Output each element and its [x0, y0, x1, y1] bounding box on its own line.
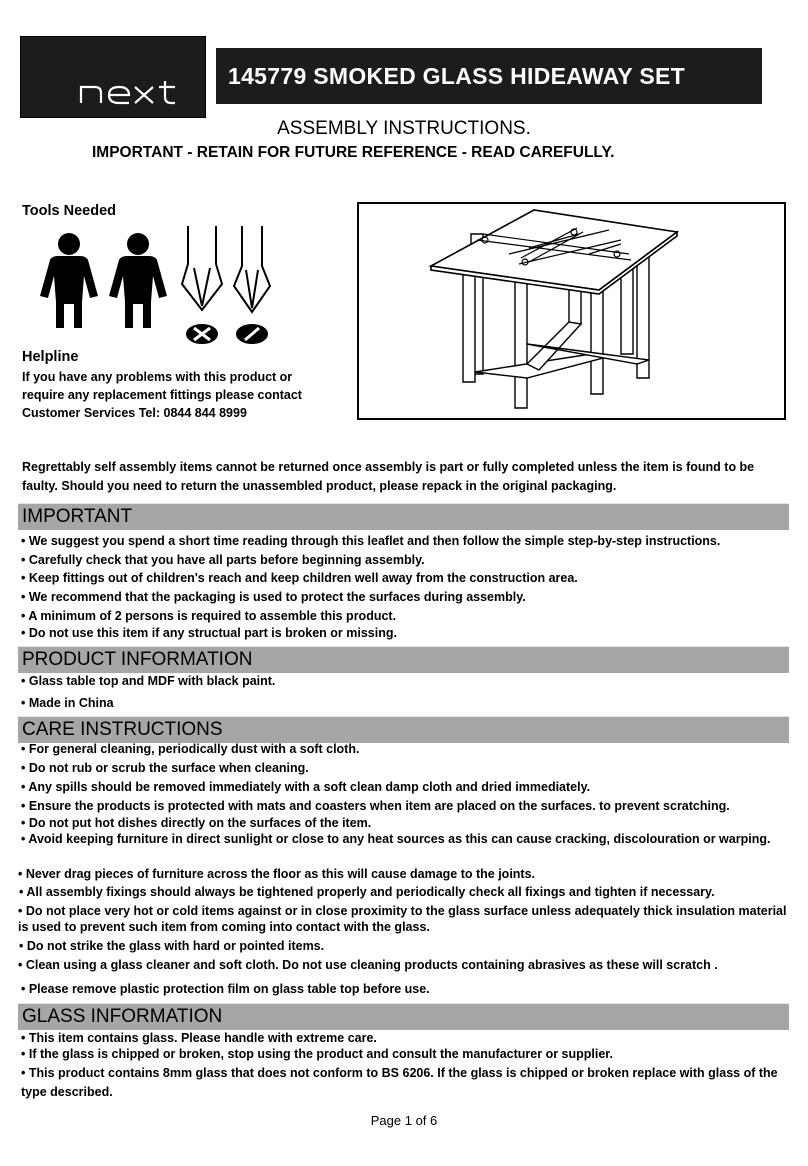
list-item: • Do not rub or scrub the surface when cleaning. — [21, 761, 309, 775]
person-icon — [40, 233, 98, 328]
tools-needed-label: Tools Needed — [22, 203, 116, 219]
brand-logo — [20, 36, 206, 118]
tools-illustration — [38, 224, 278, 355]
list-item: • Do not place very hot or cold items against or in close proximity to the glass surface unless adequately thick insulation material is used to prevent such item from coming into contact with the glass. — [18, 904, 787, 934]
helpline-text — [22, 368, 342, 422]
list-item: • Do not use this item if any structual part is broken or missing. — [21, 626, 397, 640]
list-item: • Clean using a glass cleaner and soft cloth. Do not use cleaning products containing abrasives as these will scratch . — [18, 958, 718, 972]
phillips-screwdriver-icon — [234, 226, 270, 343]
helpline-line: If you have any problems with this product or — [22, 370, 293, 384]
table-drawing — [359, 204, 784, 418]
product-illustration — [357, 202, 786, 420]
helpline-line: require any replacement fittings please contact — [22, 388, 302, 402]
list-item: • Please remove plastic protection film on glass table top before use. — [21, 982, 430, 996]
list-item: • Do not strike the glass with hard or pointed items. — [19, 939, 325, 953]
list-item: • This product contains 8mm glass that does not conform to BS 6206. If the glass is chipped or broken replace with glass of the type described. — [21, 1066, 778, 1099]
list-item: • This item contains glass. Please handle with extreme care. — [21, 1031, 377, 1045]
person-icon — [109, 233, 167, 328]
helpline-title: Helpline — [22, 349, 79, 365]
list-item: • All assembly fixings should always be tightened properly and periodically check all fixings and tighten if necessary. — [19, 885, 715, 899]
list-item: • Made in China — [21, 696, 114, 710]
next-logo-wordmark — [79, 79, 209, 109]
list-item: • A minimum of 2 persons is required to assemble this product. — [21, 609, 397, 623]
list-item: • Ensure the products is protected with mats and coasters when item are placed on the surfaces. to prevent scratching. — [21, 799, 730, 813]
list-item: • We recommend that the packaging is used to protect the surfaces during assembly. — [21, 590, 526, 604]
list-item: • If the glass is chipped or broken, stop using the product and consult the manufacturer or supplier. — [21, 1047, 613, 1061]
list-item: • Glass table top and MDF with black paint. — [21, 674, 276, 688]
list-item: • We suggest you spend a short time reading through this leaflet and then follow the simple step-by-step instructions. — [21, 534, 721, 548]
section-heading-care: CARE INSTRUCTIONS — [18, 716, 789, 743]
page-number: Page 1 of 6 — [370, 1113, 438, 1128]
section-heading-product: PRODUCT INFORMATION — [18, 646, 789, 673]
list-item: • Carefully check that you have all parts before beginning assembly. — [21, 553, 425, 567]
list-item: • Keep fittings out of children's reach and keep children well away from the construction area. — [21, 571, 578, 585]
return-disclaimer: Regrettably self assembly items cannot be returned once assembly is part or fully completed unless the item is found to be faulty. Should you need to return the unassembled product, please repack in the original packaging. — [22, 460, 755, 493]
list-item: • For general cleaning, periodically dust with a soft cloth. — [21, 742, 360, 756]
list-item: • Any spills should be removed immediately with a soft clean damp cloth and dried immediately. — [21, 780, 591, 794]
assembly-heading: ASSEMBLY INSTRUCTIONS. — [277, 118, 531, 139]
section-heading-glass: GLASS INFORMATION — [18, 1003, 789, 1030]
list-item: • Avoid keeping furniture in direct sunlight or close to any heat sources as this can cause cracking, discolouration or warping. — [21, 832, 771, 846]
retain-notice: IMPORTANT - RETAIN FOR FUTURE REFERENCE - READ CAREFULLY. — [92, 144, 615, 161]
list-item: • Never drag pieces of furniture across the floor as this will cause damage to the joints. — [18, 867, 536, 881]
flat-screwdriver-icon — [182, 226, 222, 343]
product-title: 145779 SMOKED GLASS HIDEAWAY SET — [216, 48, 762, 104]
section-heading-important: IMPORTANT — [18, 503, 789, 530]
helpline-phone[interactable]: Customer Services Tel: 0844 844 8999 — [22, 406, 247, 420]
list-item: • Do not put hot dishes directly on the surfaces of the item. — [21, 816, 372, 830]
